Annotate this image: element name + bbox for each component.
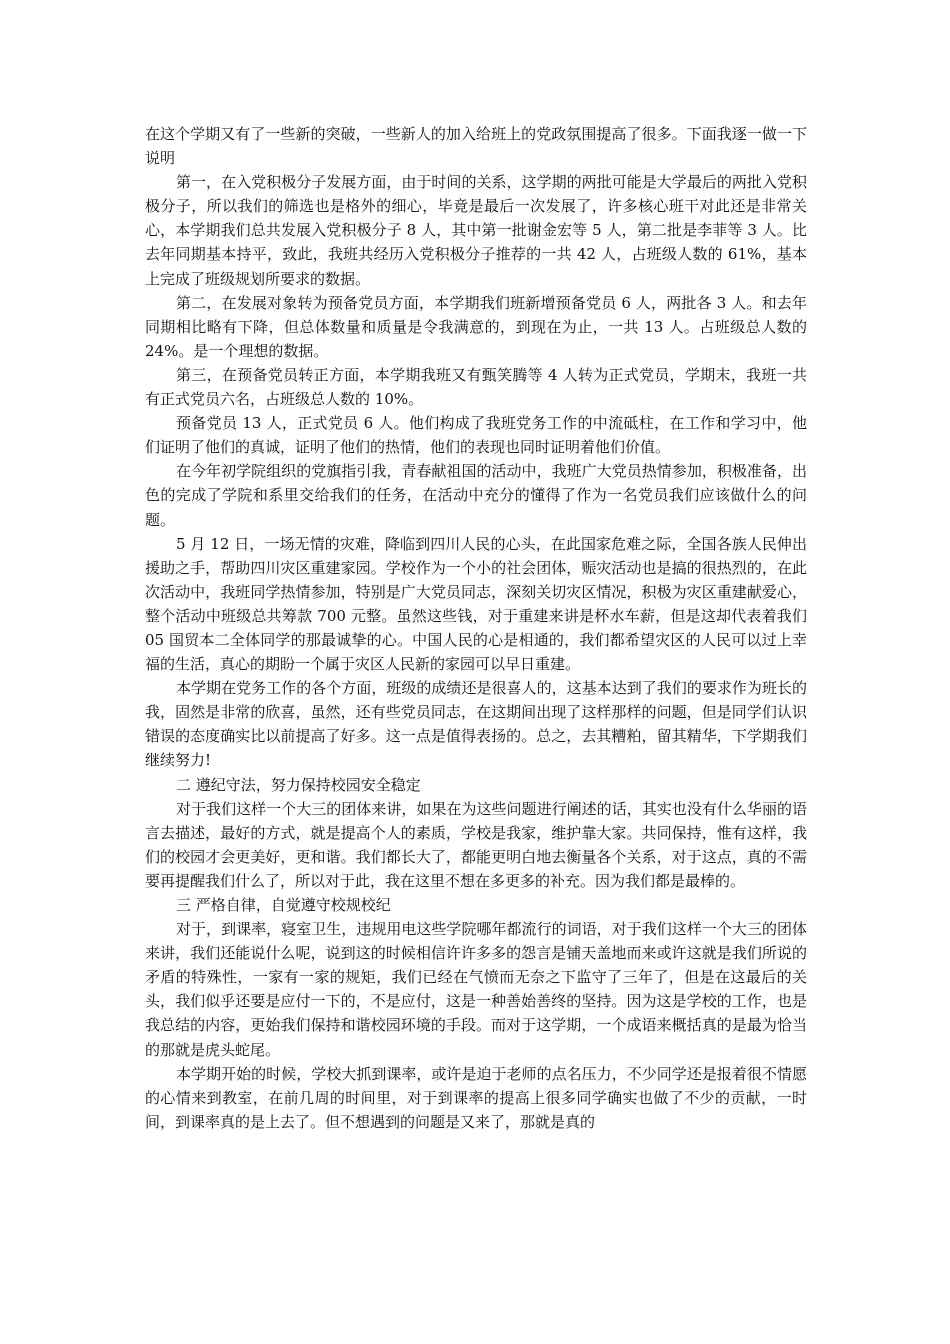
- paragraph-party-flag-activity: 在今年初学院组织的党旗指引我，青春献祖国的活动中，我班广大党员热情参加，积极准备，出色的完成了学院和系里交给我们的任务，在活动中充分的懂得了作为一名党员我们应该做什么的问题。: [145, 462, 807, 529]
- paragraph-party-work-summary: 本学期在党务工作的各个方面，班级的成绩还是很喜人的，这基本达到了我们的要求作为班长的我，固然是非常的欣喜，虽然，还有些党员同志，在这期间出现了这样那样的问题，但是同学们认识错误的态度确实比以前提高了好多。这一点是值得表扬的。总之，去其糟粕，留其精华，下学期我们继续努力!: [145, 679, 807, 770]
- paragraph-third-full-members: 第三，在预备党员转正方面，本学期我班又有甄笑腾等 4 人转为正式党员，学期末，我班一共有正式党员六名，占班级总人数的 10%。: [145, 365, 807, 409]
- paragraph-disaster-relief: 5 月 12 日，一场无情的灾难，降临到四川人民的心头，在此国家危难之际，全国各族人民伸出援助之手，帮助四川灾区重建家园。学校作为一个小的社会团体，赈灾活动也是搞的很热烈的，在此次活动中，我班同学热情参加，特别是广大党员同志，深刻关切灾区情况，积极为灾区重建献爱心，整个活动中班级总共筹款 700 元整。虽然这些钱，对于重建来讲是杯水车薪，但是这却代表着我们 05 国贸本二全体同学的那最诚挚的心。中国人民的心是相通的，我们都希望灾区的人民可以过上幸福的生活，真心的期盼一个属于灾区人民新的家园可以早日重建。: [145, 534, 807, 674]
- paragraph-attendance-semester: 本学期开始的时候，学校大抓到课率，或许是迫于老师的点名压力，不少同学还是报着很不情愿的心情来到教室，在前几周的时间里，对于到课率的提高上很多同学确实也做了不少的贡献，一时间，到课率真的是上去了。但不想遇到的问题是又来了，那就是真的: [145, 1064, 807, 1131]
- paragraph-intro: 在这个学期又有了一些新的突破，一些新人的加入给班上的党政氛围提高了很多。下面我逐一做一下说明: [145, 125, 807, 168]
- paragraph-attendance-rules: 对于，到课率，寝室卫生，违规用电这些学院哪年都流行的词语，对于我们这样一个大三的团体来讲，我们还能说什么呢，说到这的时候相信许许多多的怨言是铺天盖地而来或许这就是我们所说的矛盾的特殊性，一家有一家的规矩，我们已经在气愤而无奈之下监守了三年了，但是在这最后的关头，我们似乎还要是应付一下的，不是应付，这是一种善始善终的坚持。因为这是学校的工作，也是我总结的内容，更始我们保持和谐校园环境的手段。而对于这学期，一个成语来概括真的是最为恰当的那就是虎头蛇尾。: [145, 920, 807, 1059]
- document-body: [145, 122, 807, 1134]
- paragraph-campus-safety: 对于我们这样一个大三的团体来讲，如果在为这些问题进行阐述的话，其实也没有什么华丽的语言去描述，最好的方式，就是提高个人的素质，学校是我家，维护靠大家。共同保持，惟有这样，我们的校园才会更美好，更和谐。我们都长大了，都能更明白地去衡量各个关系，对于这点，真的不需要再提醒我们什么了，所以对于此，我在这里不想在多更多的补充。因为我们都是最棒的。: [145, 799, 807, 890]
- paragraph-second-probationary: 第二，在发展对象转为预备党员方面，本学期我们班新增预备党员 6 人，两批各 3 人。和去年同期相比略有下降，但总体数量和质量是令我满意的，到现在为止，一共 13 人。占班级总人数的 24%。是一个理想的数据。: [145, 293, 807, 360]
- paragraph-members-summary: 预备党员 13 人，正式党员 6 人。他们构成了我班党务工作的中流砥柱，在工作和学习中，他们证明了他们的真诚，证明了他们的热情，他们的表现也同时证明着他们价值。: [145, 414, 807, 457]
- paragraph-first-activists: 第一，在入党积极分子发展方面，由于时间的关系，这学期的两批可能是大学最后的两批入党积极分子，所以我们的筛选也是格外的细心，毕竟是最后一次发展了，许多核心班干对此还是非常关心，本学期我们总共发展入党积极分子 8 人，其中第一批谢金宏等 5 人，第二批是李菲等 3 人。比去年同期基本持平，致此，我班共经历入党积极分子推荐的一共 42 人，占班级人数的 61%，基本上完成了班级规划所要求的数据。: [145, 173, 807, 288]
- section-heading-law-abiding: 二 遵纪守法，努力保持校园安全稳定: [176, 775, 421, 794]
- section-heading-self-discipline: 三 严格自律，自觉遵守校规校纪: [176, 896, 391, 914]
